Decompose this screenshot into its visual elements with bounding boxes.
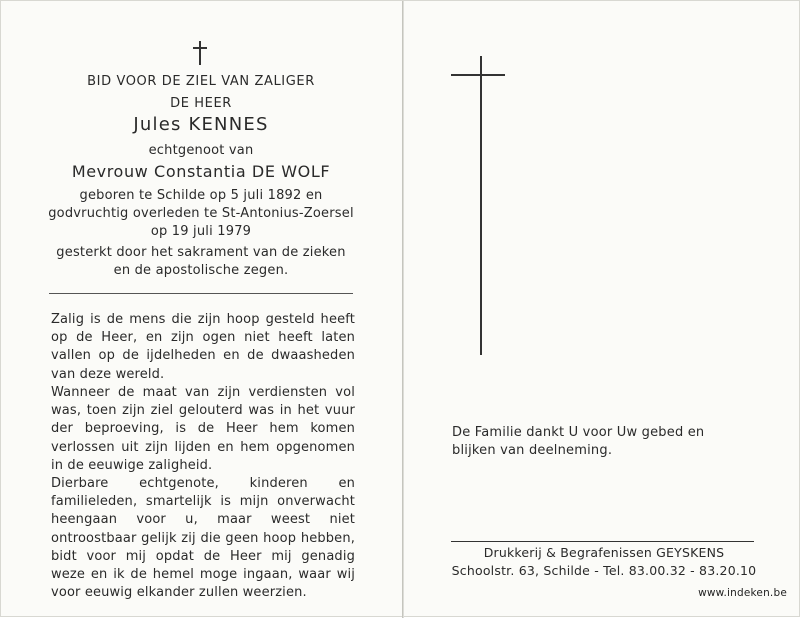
divider (451, 541, 754, 542)
sacrament-line-2: en de apostolische zegen. (113, 263, 289, 278)
spouse-name: Mevrouw Constantia DE WOLF (71, 162, 331, 181)
thanks-line-1: De Familie dankt U voor Uw gebed en (452, 425, 705, 440)
right-panel (404, 1, 800, 618)
left-panel (1, 1, 401, 618)
cross-icon (193, 41, 207, 65)
deceased-name: Jules KENNES (133, 114, 269, 135)
birth-line: geboren te Schilde op 5 juli 1892 en (79, 188, 323, 203)
thanks-note (452, 424, 752, 460)
prose-paragraph-3: Dierbare echtgenote, kinderen en familieleden, smartelijk is mijn onverwacht heengaan voor u, maar weest niet ontroostbaar gelijk zij die geen hoop hebben, bidt voor mij opdat de Heer mij genadig weze en ik de hemel moge ingaan, waar wij voor eeuwig elkander zullen weerzien. (51, 476, 355, 601)
death-line: godvruchtig overleden te St-Antonius-Zoersel (48, 206, 354, 221)
printer-name: Drukkerij & Begrafenissen GEYSKENS (483, 545, 725, 560)
death-date: op 19 juli 1979 (150, 224, 252, 239)
thanks-line-2: blijken van deelneming. (452, 443, 613, 458)
spouse-relation: echtgenoot van (148, 143, 254, 158)
prose-paragraph-2: Wanneer de maat van zijn verdiensten vol was, toen zijn ziel gelouterd was in het vuur der beproeving, is de Heer hem komen verlossen uit zijn lijden en hem opgenomen in de eeuwige zaligheid. (51, 385, 355, 473)
divider (49, 293, 353, 294)
prose-paragraph-1: Zalig is de mens die zijn hoop gesteld heeft op de Heer, en zijn ogen niet heeft laten vallen op de ijdelheden en de dwaasheden van deze wereld. (51, 312, 355, 382)
sacrament-line-1: gesterkt door het sakrament van de zieken (56, 245, 346, 260)
prayer-heading: BID VOOR DE ZIEL VAN ZALIGER (87, 74, 315, 89)
watermark: www.indeken.be (698, 587, 787, 599)
title-heer: DE HEER (170, 96, 232, 111)
printer-address: Schoolstr. 63, Schilde - Tel. 83.00.32 - 83.20.10 (451, 563, 757, 578)
